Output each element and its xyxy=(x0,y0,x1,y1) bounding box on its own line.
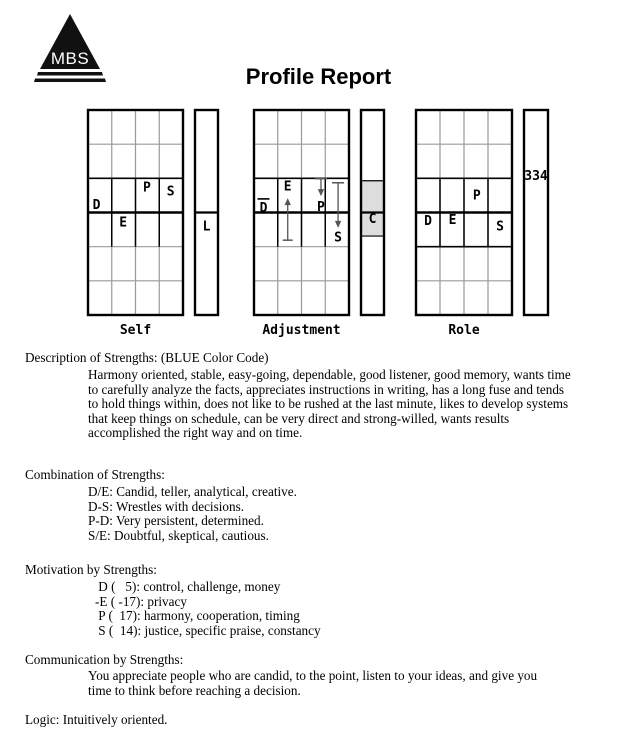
grid-label-role: Role xyxy=(448,323,480,338)
side-bar-label-334: 334 xyxy=(524,169,548,185)
marker-d: D xyxy=(92,197,101,213)
list-item: D-S: Wrestles with decisions. xyxy=(88,498,244,514)
marker-d: D xyxy=(259,200,268,216)
grid-chart-role xyxy=(413,107,515,318)
marker-s: S xyxy=(334,230,342,246)
communication-heading: Communication by Strengths: xyxy=(25,652,184,667)
grid-label-self: Self xyxy=(119,323,152,338)
description-heading: Description of Strengths: (BLUE Color Code) xyxy=(25,350,269,365)
marker-s: S xyxy=(166,184,175,200)
communication-body: You appreciate people who are candid, to the point, listen to your ideas, and give you time to think before reaching a decision. xyxy=(88,668,538,698)
list-item: D ( 5): control, challenge, money xyxy=(95,579,281,594)
description-body: Harmony oriented, stable, easy-going, dependable, good listener, good memory, wants time to carefully analyze the facts, appreciates instructions in writing, has a long fuse and tends to hold things within, does not like to be rushed at the last minute, likes to develop systems that keep things on schedule, can be very direct and strong-willed, wants results accomplished the right way and on time. xyxy=(88,367,571,441)
motivation-list xyxy=(95,580,321,638)
marker-d: D xyxy=(424,214,432,230)
list-item: S/E: Doubtful, skeptical, cautious. xyxy=(88,527,269,543)
list-item: D/E: Candid, teller, analytical, creative. xyxy=(88,484,297,499)
grid-chart-self xyxy=(85,107,186,318)
logic-line: Logic: Intuitively oriented. xyxy=(25,712,168,727)
combination-list xyxy=(88,485,297,543)
side-bar-l xyxy=(192,107,221,318)
side-bar-c xyxy=(358,107,387,318)
list-item: P ( 17): harmony, cooperation, timing xyxy=(95,608,300,624)
page-title: Profile Report xyxy=(245,64,392,89)
marker-s: S xyxy=(496,219,504,235)
side-bar-334 xyxy=(521,107,551,318)
charts-area xyxy=(0,0,637,345)
list-item: P-D: Very persistent, determined. xyxy=(88,513,264,529)
combination-heading: Combination of Strengths: xyxy=(25,467,165,482)
side-bar-label-l: L xyxy=(202,219,211,235)
marker-p: P xyxy=(142,180,151,196)
list-item: S ( 14): justice, specific praise, constancy xyxy=(95,622,321,638)
grid-label-adjustment: Adjustment xyxy=(262,323,341,338)
logo-text: MBS xyxy=(50,49,90,68)
marker-e: E xyxy=(448,213,457,229)
motivation-heading: Motivation by Strengths: xyxy=(25,562,157,577)
side-bar-label-c: C xyxy=(368,212,377,228)
marker-p: P xyxy=(317,199,325,215)
list-item: -E ( -17): privacy xyxy=(95,593,187,609)
marker-e: E xyxy=(283,179,292,195)
marker-e: E xyxy=(119,215,128,231)
marker-p: P xyxy=(472,188,481,204)
grid-chart-adjustment xyxy=(251,107,352,318)
